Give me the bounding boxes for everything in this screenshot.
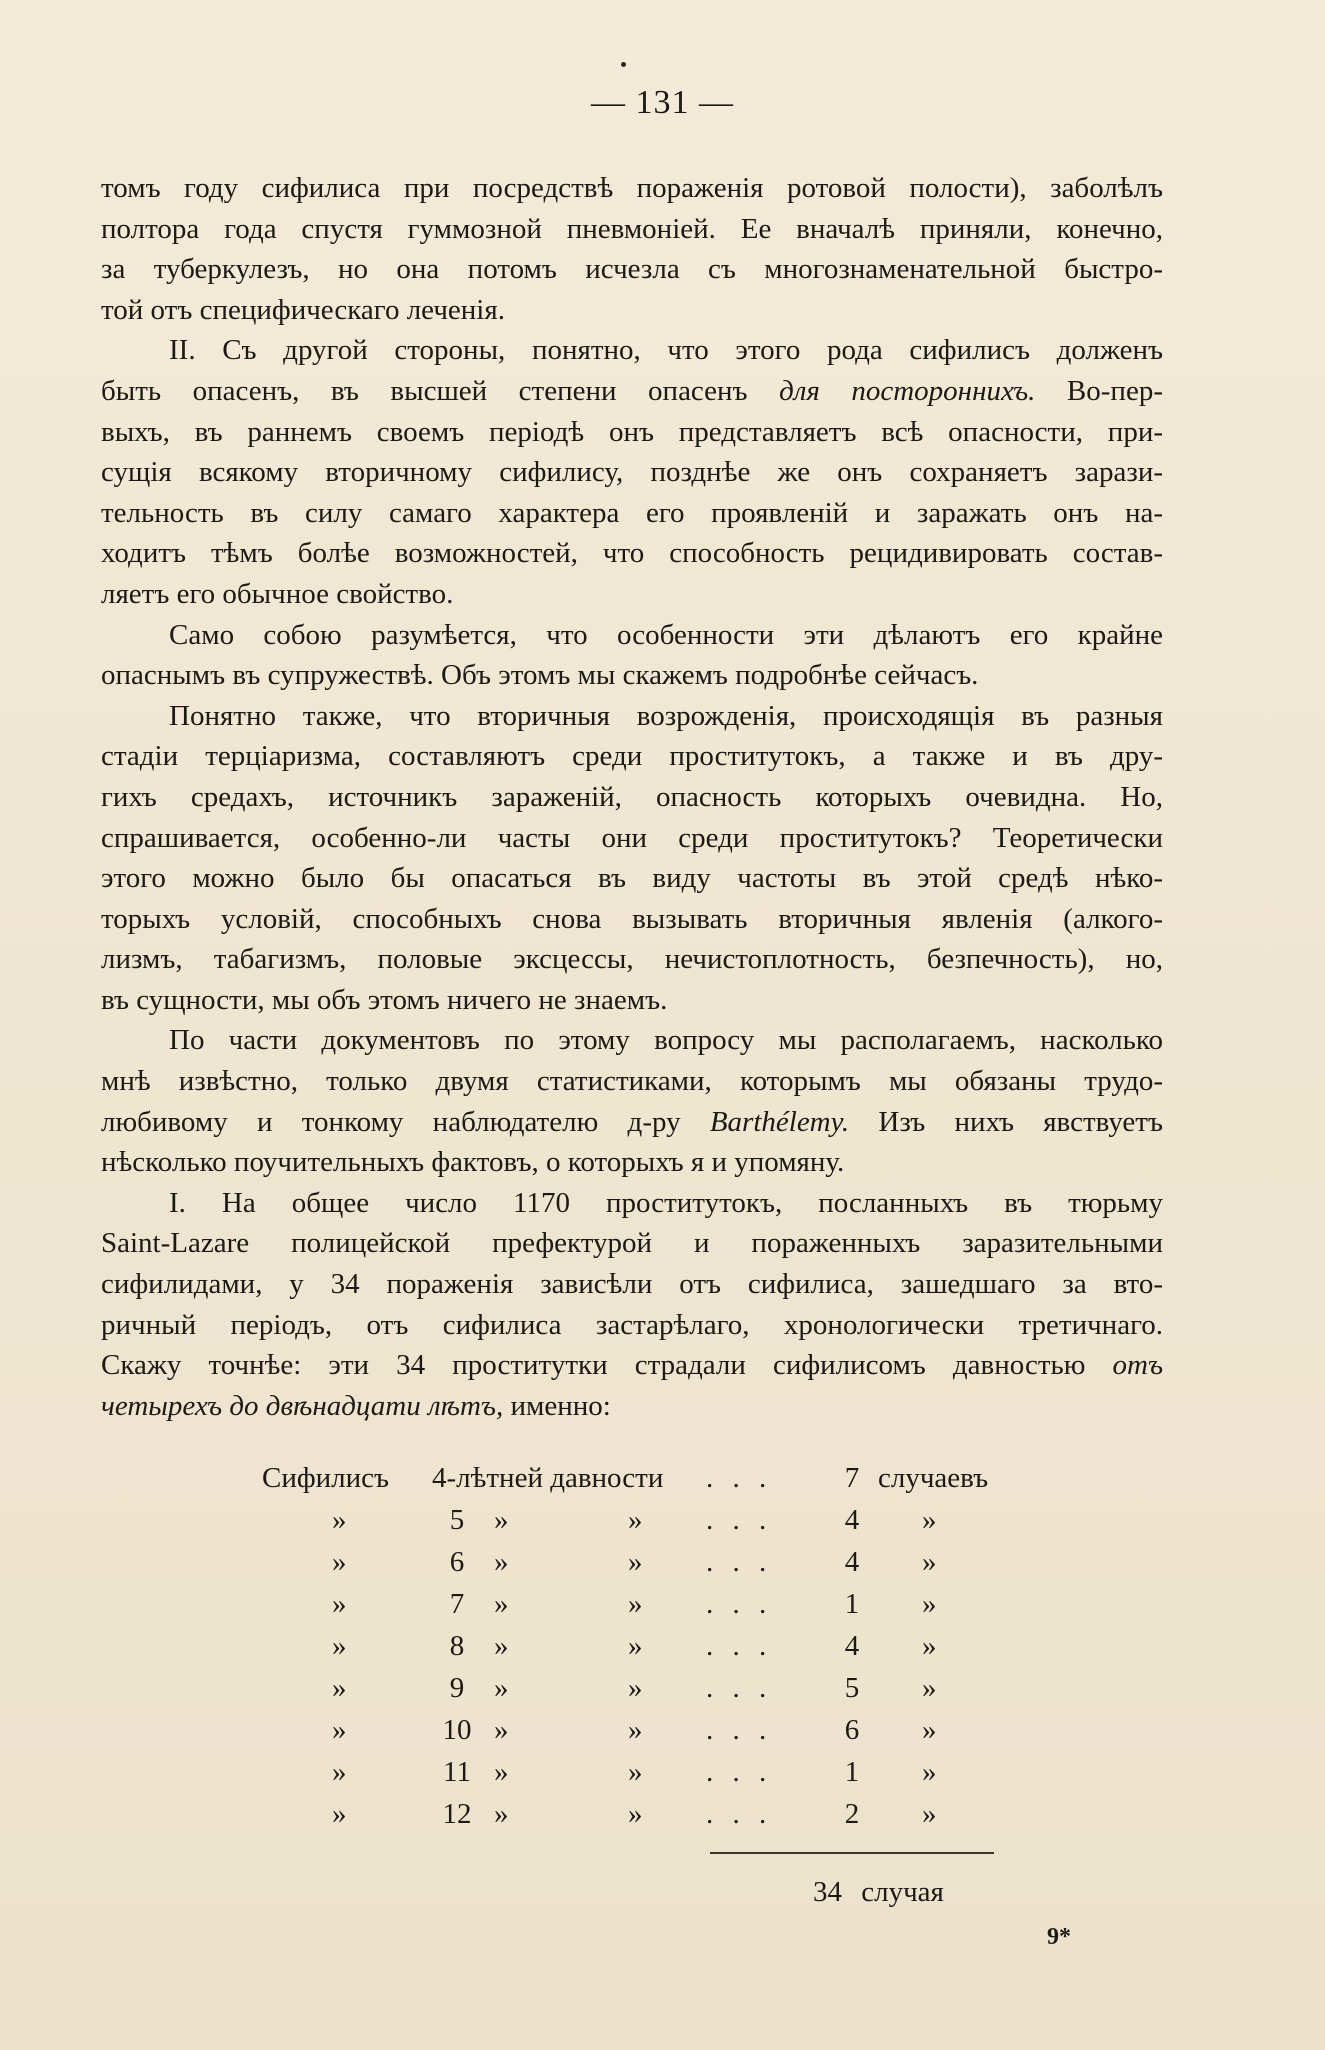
ditto-mark: »	[494, 1756, 509, 1788]
table-dots: . . .	[706, 1672, 773, 1704]
ditto-mark: »	[922, 1588, 937, 1620]
text-line: II. Съ другой стороны, понятно, что этого рода сифилисъ долженъ	[169, 334, 1163, 367]
table-dots: . . .	[706, 1756, 773, 1788]
text-segment: быть опасенъ, въ высшей степени опасенъ	[101, 374, 780, 407]
ditto-mark: »	[332, 1546, 347, 1578]
table-dots: . . .	[706, 1546, 773, 1578]
table-count: 4	[844, 1630, 860, 1662]
text-segment: любивому и тонкому наблюдателю д-ру	[101, 1105, 710, 1138]
page-number: — 131 —	[591, 84, 734, 121]
table-header-years: 4-лѣтней давности	[432, 1462, 664, 1494]
table-row	[262, 1630, 1022, 1672]
text-line: I. На общее число 1170 проститутокъ, посланныхъ въ тюрьму	[169, 1186, 1163, 1219]
table-years: 9	[449, 1672, 465, 1704]
italic-text-segment: четырехъ до двѣнадцати лѣтъ,	[101, 1389, 504, 1422]
text-line	[101, 1386, 1163, 1427]
table-years: 7	[449, 1588, 465, 1620]
text-line: въ сущности, мы объ этомъ ничего не знаемъ.	[101, 983, 668, 1016]
text-line: Понятно также, что вторичныя возрожденія, происходящія въ разныя	[169, 699, 1163, 732]
table-years: 10	[442, 1714, 472, 1746]
text-line: Saint-Lazare полицейской префектурой и пораженныхъ заразительными	[101, 1227, 1163, 1260]
ditto-mark: »	[922, 1630, 937, 1662]
table-count: 4	[844, 1504, 860, 1536]
table-rows	[262, 1504, 1022, 1840]
ditto-mark: »	[628, 1798, 643, 1830]
italic-text-segment: отъ	[1112, 1349, 1163, 1382]
ditto-mark: »	[494, 1588, 509, 1620]
ditto-mark: »	[494, 1672, 509, 1704]
ditto-mark: »	[494, 1546, 509, 1578]
ink-dot	[621, 62, 626, 67]
text-line: По части документовъ по этому вопросу мы располагаемъ, насколько	[169, 1024, 1163, 1057]
ditto-mark: »	[628, 1546, 643, 1578]
table-row	[262, 1714, 1022, 1756]
signature-mark: 9*	[1047, 1924, 1071, 1950]
table-row	[262, 1672, 1022, 1714]
table-years: 11	[443, 1756, 471, 1788]
ditto-mark: »	[628, 1588, 643, 1620]
ditto-mark: »	[628, 1630, 643, 1662]
text-line: стадіи терціаризма, составляютъ среди проститутокъ, а также и въ дру-	[101, 740, 1163, 773]
ditto-mark: »	[922, 1672, 937, 1704]
ditto-mark: »	[494, 1630, 509, 1662]
ditto-mark: »	[922, 1798, 937, 1830]
text-line: ляетъ его обычное свойство.	[101, 577, 454, 610]
text-line: сущія всякому вторичному сифилису, позднѣе же онъ сохраняетъ зарази-	[101, 456, 1163, 489]
text-line: сифилидами, у 34 пораженія зависѣли отъ сифилиса, зашедшаго за вто-	[101, 1268, 1163, 1301]
ditto-mark: »	[332, 1756, 347, 1788]
text-line: за туберкулезъ, но она потомъ исчезла съ многознаменательной быстро-	[101, 253, 1163, 286]
text-line: мнѣ извѣстно, только двумя статистиками, которымъ мы обязаны трудо-	[101, 1065, 1163, 1098]
text-line: выхъ, въ раннемъ своемъ періодѣ онъ представляетъ всѣ опасности, при-	[101, 415, 1163, 448]
table-dots: . . .	[706, 1798, 773, 1830]
table-row	[262, 1546, 1022, 1588]
text-segment: Во-пер-	[1035, 374, 1163, 407]
ditto-mark: »	[332, 1672, 347, 1704]
text-line	[101, 371, 1163, 412]
ditto-mark: »	[628, 1504, 643, 1536]
ditto-mark: »	[494, 1504, 509, 1536]
text-line: гихъ средахъ, источникъ зараженій, опасность которыхъ очевидна. Но,	[101, 780, 1163, 813]
table-count: 1	[844, 1756, 860, 1788]
table-dots: . . .	[706, 1630, 773, 1662]
ditto-mark: »	[628, 1672, 643, 1704]
table-years: 6	[449, 1546, 465, 1578]
text-line: тельность въ силу самаго характера его проявленій и заражать онъ на-	[101, 496, 1163, 529]
table-count: 4	[844, 1546, 860, 1578]
ditto-mark: »	[494, 1798, 509, 1830]
table-dots: . . .	[706, 1504, 773, 1536]
table-header-row	[262, 1462, 1022, 1504]
italic-text-segment: для постороннихъ.	[779, 374, 1036, 407]
ditto-mark: »	[332, 1714, 347, 1746]
table-row	[262, 1756, 1022, 1798]
text-line: лизмъ, табагизмъ, половые эксцессы, нечистоплотность, безпечность), но,	[101, 943, 1163, 976]
text-line: нѣсколько поучительныхъ фактовъ, о которыхъ я и упомяну.	[101, 1146, 845, 1179]
ditto-mark: »	[922, 1714, 937, 1746]
text-segment: Скажу точнѣе: эти 34 проститутки страдали сифилисомъ давностью	[101, 1349, 1113, 1382]
table-years: 12	[442, 1798, 472, 1830]
ditto-mark: »	[628, 1714, 643, 1746]
italic-text-segment: Barthélemy.	[709, 1105, 850, 1138]
ditto-mark: »	[332, 1630, 347, 1662]
table-count: 5	[844, 1672, 860, 1704]
text-line: Само собою разумѣется, что особенности эти дѣлаютъ его крайне	[169, 618, 1163, 651]
text-line: томъ году сифилиса при посредствѣ пораженія ротовой полости), заболѣлъ	[101, 172, 1163, 204]
text-line: полтора года спустя гуммозной пневмоніей. Ее вначалѣ приняли, конечно,	[101, 212, 1163, 245]
table-row	[262, 1588, 1022, 1630]
ditto-mark: »	[332, 1588, 347, 1620]
ditto-mark: »	[494, 1714, 509, 1746]
total-divider	[710, 1852, 994, 1854]
table-years: 8	[449, 1630, 465, 1662]
table-count: 7	[844, 1462, 860, 1494]
ditto-mark: »	[332, 1798, 347, 1830]
table-count: 2	[844, 1798, 860, 1830]
total-unit: случая	[861, 1876, 944, 1908]
body-text	[101, 168, 1163, 1426]
text-line: спрашивается, особенно-ли часты они среди проститутокъ? Теоретически	[101, 821, 1163, 854]
text-line: ходитъ тѣмъ болѣе возможностей, что способность рецидивировать состав-	[101, 537, 1163, 570]
table-years: 5	[449, 1504, 465, 1536]
table-dots: . . .	[706, 1714, 773, 1746]
table-count: 6	[844, 1714, 860, 1746]
table-dots: . . .	[706, 1462, 773, 1494]
ditto-mark: »	[922, 1756, 937, 1788]
text-line: ричный періодъ, отъ сифилиса застарѣлаго, хронологически третичнаго.	[101, 1308, 1163, 1341]
text-line	[101, 1102, 1163, 1143]
total-count: 34	[813, 1876, 842, 1908]
statistics-table	[262, 1462, 1022, 1840]
ditto-mark: »	[332, 1504, 347, 1536]
text-line: торыхъ условій, способныхъ снова вызывать вторичныя явленія (алкого-	[101, 902, 1163, 935]
text-segment: именно:	[503, 1389, 611, 1422]
table-dots: . . .	[706, 1588, 773, 1620]
ditto-mark: »	[922, 1504, 937, 1536]
text-line: той отъ специфическаго леченія.	[101, 293, 505, 326]
table-row	[262, 1504, 1022, 1546]
text-line: опаснымъ въ супружествѣ. Объ этомъ мы скажемъ подробнѣе сейчасъ.	[101, 659, 979, 692]
ditto-mark: »	[628, 1756, 643, 1788]
table-row-label: Сифилисъ	[262, 1462, 390, 1494]
table-unit: случаевъ	[878, 1462, 989, 1494]
ditto-mark: »	[922, 1546, 937, 1578]
text-line: этого можно было бы опасаться въ виду частоты въ этой средѣ нѣко-	[101, 862, 1163, 895]
text-segment: Изъ нихъ явствуетъ	[849, 1105, 1163, 1138]
table-total	[813, 1876, 944, 1909]
text-line	[101, 1345, 1163, 1386]
table-count: 1	[844, 1588, 860, 1620]
table-row	[262, 1798, 1022, 1840]
